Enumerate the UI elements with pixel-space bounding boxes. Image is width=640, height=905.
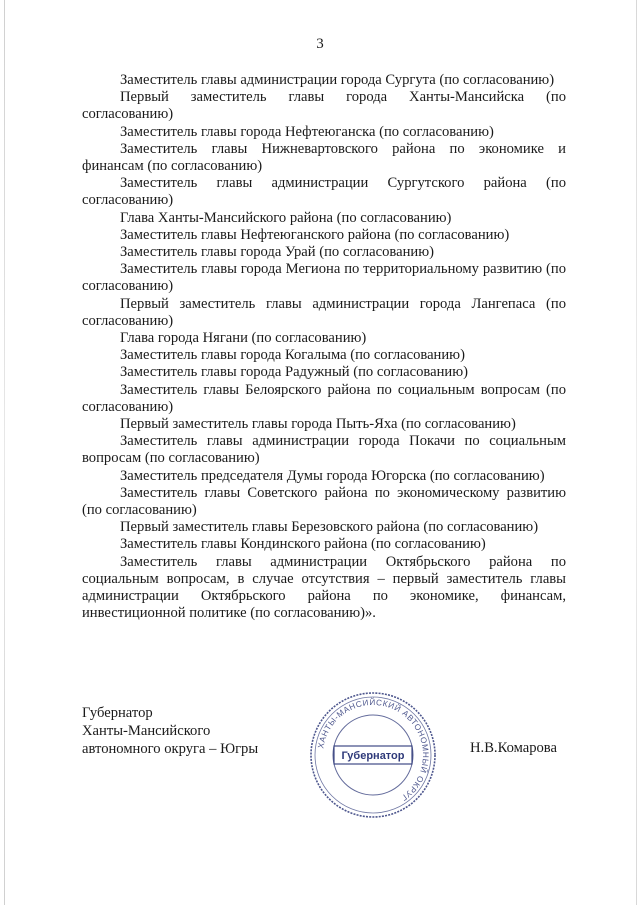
signature-position (82, 704, 258, 758)
list-item: Первый заместитель главы Березовского района (по согласованию) (120, 519, 539, 536)
signature-position-line: автономного округа – Югры (82, 741, 259, 757)
list-item: Заместитель председателя Думы города Югорска (по согласованию) (120, 467, 545, 484)
approval-list (82, 72, 566, 623)
official-seal-stamp (308, 690, 438, 820)
list-item: Первый заместитель главы администрации города Лангепаса (по согласованию) (82, 295, 566, 329)
list-item: Заместитель главы Кондинского района (по согласованию) (120, 536, 486, 553)
list-item: Заместитель главы города Урай (по согласованию) (120, 244, 434, 261)
list-item: Первый заместитель главы города Ханты-Мансийска (по согласованию) (82, 89, 566, 123)
list-item: Первый заместитель главы города Пыть-Яха (по согласованию) (120, 416, 516, 433)
list-item: Заместитель главы города Радужный (по согласованию) (120, 364, 468, 381)
seal-center-text: Губернатор (341, 750, 405, 762)
list-item: Заместитель главы администрации Сургутского района (по согласованию) (82, 175, 566, 209)
list-item: Заместитель главы города Когалыма (по согласованию) (120, 347, 465, 364)
signer-name: Н.В.Комарова (470, 740, 557, 756)
signature-position-line: Губернатор (82, 705, 153, 721)
list-item: Заместитель главы администрации города Покачи по социальным вопросам (по согласованию) (82, 433, 566, 467)
list-item: Заместитель главы администрации города Сургута (по согласованию) (120, 72, 555, 88)
scan-edge-right (636, 0, 637, 905)
list-item: Заместитель главы города Мегиона по территориальному развитию (по согласованию) (82, 261, 566, 295)
list-item: Заместитель главы Нижневартовского района по экономике и финансам (по согласованию) (82, 140, 566, 175)
seal-ring-text: ХАНТЫ-МАНСИЙСКИЙ АВТОНОМНЫЙ ОКРУГ (316, 697, 431, 803)
list-item: Заместитель главы Белоярского района по социальным вопросам (по согласованию) (82, 381, 566, 415)
list-item: Заместитель главы администрации Октябрьского района по социальным вопросам, в случае отсутствия – первый заместитель главы администрации Октябрьского района по экономике, финансам, инвестиционной политике (по согласованию)». (82, 553, 566, 622)
list-item: Заместитель главы города Нефтеюганска (по согласованию) (120, 123, 494, 140)
list-item: Глава Ханты-Мансийского района (по согласованию) (120, 209, 452, 226)
list-item: Заместитель главы Советского района по экономическому развитию (по согласованию) (82, 484, 566, 519)
scan-edge-left (4, 0, 5, 905)
page-number: 3 (316, 36, 324, 52)
list-item: Заместитель главы Нефтеюганского района (по согласованию) (120, 226, 510, 243)
signature-position-line: Ханты-Мансийского (82, 723, 211, 739)
list-item: Глава города Нягани (по согласованию) (120, 330, 367, 347)
